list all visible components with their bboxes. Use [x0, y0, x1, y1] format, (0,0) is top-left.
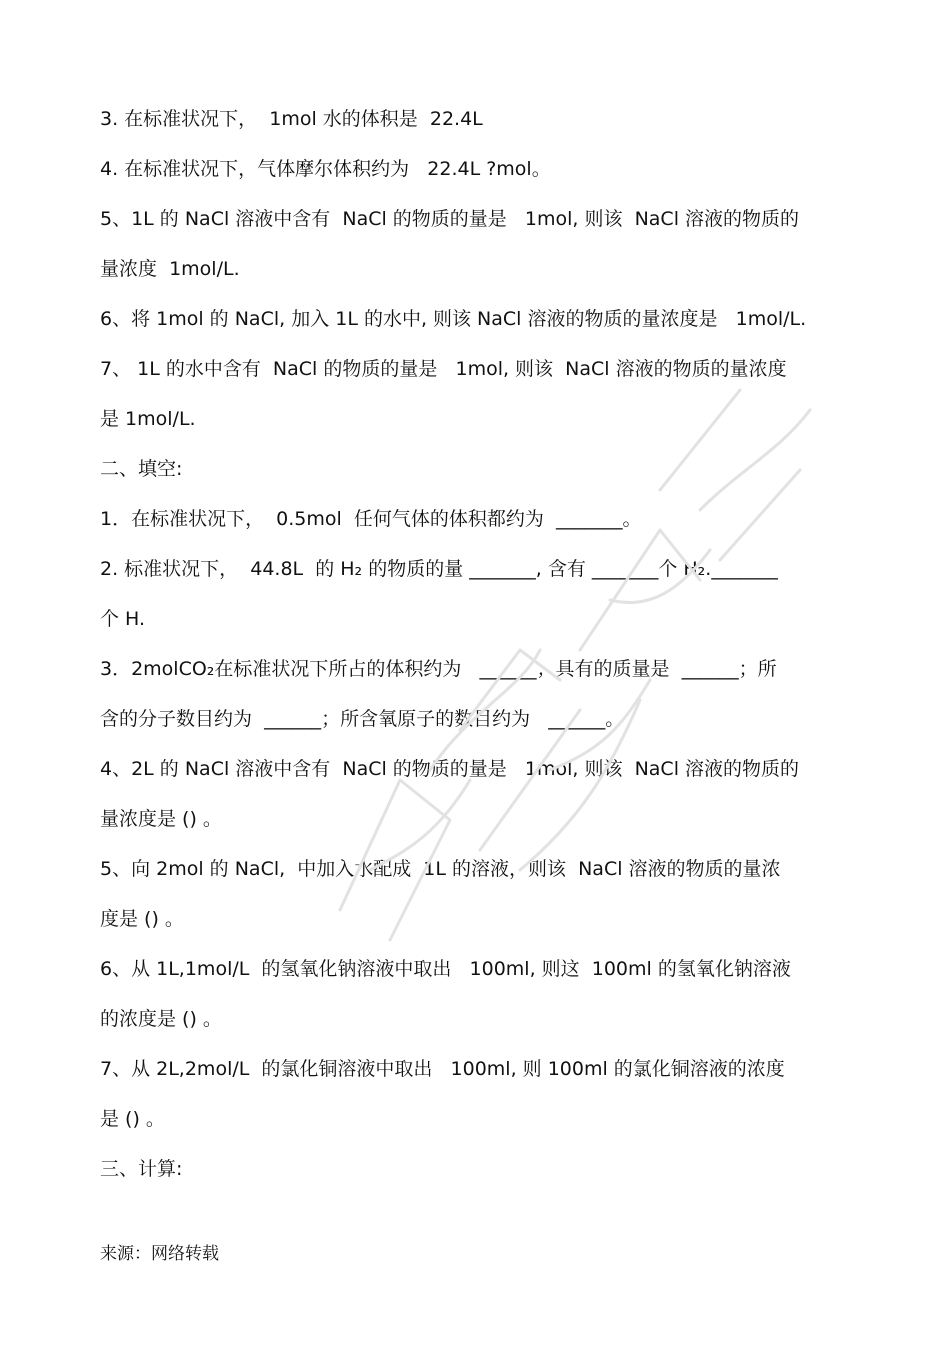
- section-heading-calculation: 三、计算:: [100, 1158, 183, 1180]
- fill-blank-6-line-1: 6、从 1L,1mol/L 的氢氧化钠溶液中取出 100ml, 则这 100ml 的氢氧化钠溶液: [100, 958, 791, 980]
- statement-5-line-2: 量浓度 1mol/L.: [100, 258, 240, 280]
- fill-blank-7-line-1: 7、从 2L,2mol/L 的氯化铜溶液中取出 100ml, 则 100ml 的氯化铜溶液的浓度: [100, 1058, 785, 1080]
- fill-blank-6-line-2: 的浓度是 () 。: [100, 1008, 222, 1030]
- statement-3: 3. 在标准状况下， 1mol 水的体积是 22.4L: [100, 108, 483, 130]
- fill-blank-4-line-2: 量浓度是 () 。: [100, 808, 222, 830]
- fill-blank-3-line-1: 3．2molCO₂在标准状况下所占的体积约为 ______；具有的质量是 ______；所: [100, 658, 777, 680]
- fill-blank-5-line-1: 5、向 2mol 的 NaCl, 中加入水配成 1L 的溶液，则该 NaCl 溶液的物质的量浓: [100, 858, 781, 880]
- statement-4: 4. 在标准状况下，气体摩尔体积约为 22.4L ?mol。: [100, 158, 551, 180]
- fill-blank-2-line-2: 个 H.: [100, 608, 146, 630]
- source-footer: 来源：网络转载: [100, 1244, 219, 1264]
- fill-blank-7-line-2: 是 () 。: [100, 1108, 165, 1130]
- statement-7-line-2: 是 1mol/L.: [100, 408, 196, 430]
- statement-7-line-1: 7、 1L 的水中含有 NaCl 的物质的量是 1mol, 则该 NaCl 溶液的物质的量浓度: [100, 358, 787, 380]
- section-heading-fill-blank: 二、填空:: [100, 458, 183, 480]
- fill-blank-1: 1．在标准状况下， 0.5mol 任何气体的体积都约为 _______。: [100, 508, 642, 530]
- fill-blank-5-line-2: 度是 () 。: [100, 908, 184, 930]
- fill-blank-3-line-2: 含的分子数目约为 ______；所含氧原子的数目约为 ______。: [100, 708, 625, 730]
- fill-blank-2-line-1: 2. 标准状况下， 44.8L 的 H₂ 的物质的量 _______, 含有 _______个 H₂._______: [100, 558, 778, 580]
- fill-blank-4-line-1: 4、2L 的 NaCl 溶液中含有 NaCl 的物质的量是 1mol, 则该 NaCl 溶液的物质的: [100, 758, 800, 780]
- statement-5-line-1: 5、1L 的 NaCl 溶液中含有 NaCl 的物质的量是 1mol, 则该 NaCl 溶液的物质的: [100, 208, 800, 230]
- statement-6: 6、将 1mol 的 NaCl, 加入 1L 的水中, 则该 NaCl 溶液的物质的量浓度是 1mol/L.: [100, 308, 807, 330]
